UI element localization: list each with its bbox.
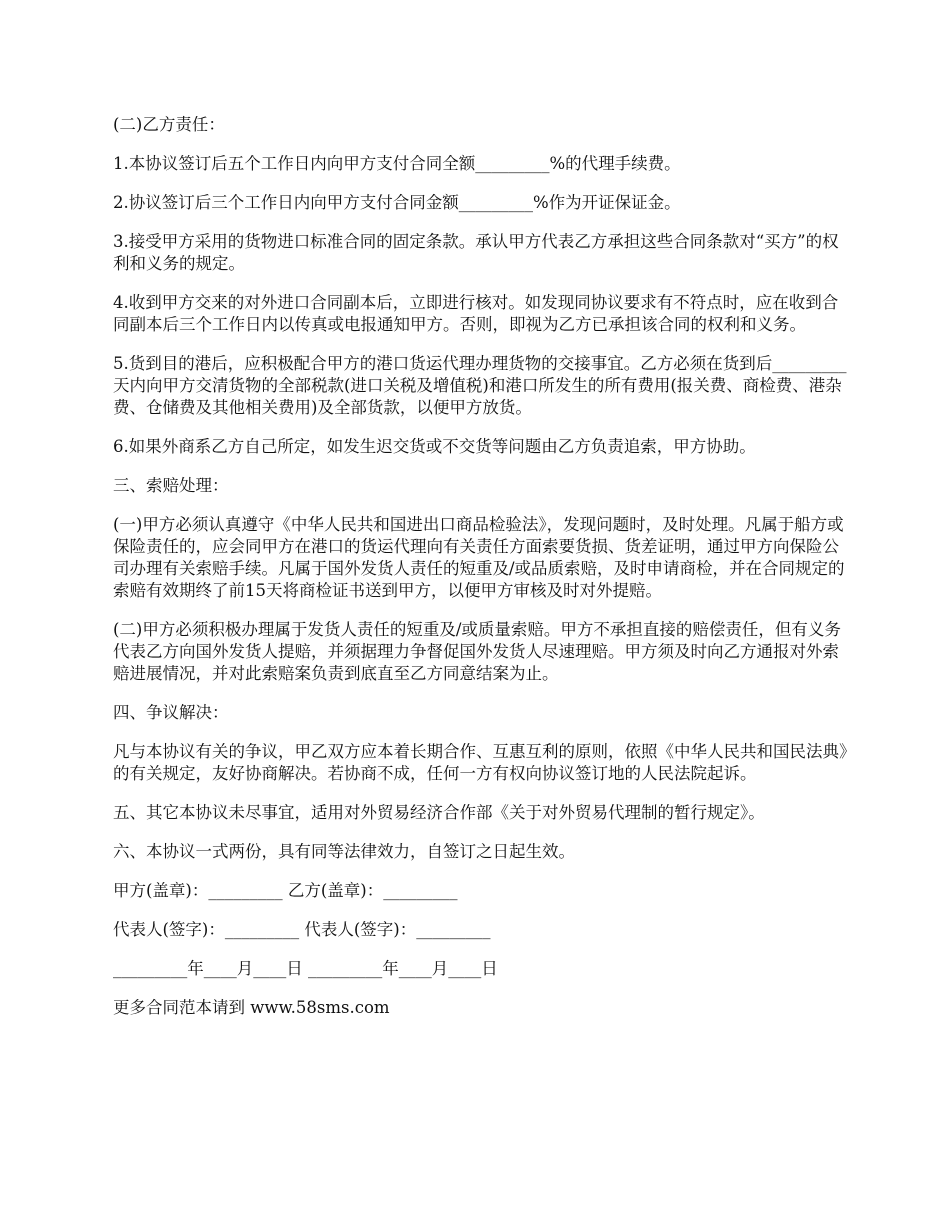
section-copies-effect: 六、本协议一式两份，具有同等法律效力，自签订之日起生效。 [113, 842, 575, 861]
section-other-matters: 五、其它本协议未尽事宜，适用对外贸易经济合作部《关于对外贸易代理制的暂行规定》。 [113, 803, 765, 822]
footer-more-templates: 更多合同范本请到 www.58sms.com [113, 998, 390, 1017]
clause-4: 4.收到甲方交来的对外进口合同副本后，立即进行核对。如发现同协议要求有不符点时，应在收到合同副本后三个工作日内以传真或电报通知甲方。否则，即视为乙方已承担该合同的权利和义务。 [113, 293, 839, 334]
clause-6: 6.如果外商系乙方自己所定，如发生迟交货或不交货等问题由乙方负责追索，甲方协助。 [113, 437, 756, 456]
document-body [113, 114, 848, 1036]
disputes-clause: 凡与本协议有关的争议，甲乙双方应本着长期合作、互惠互利的原则，依照《中华人民共和国民法典》的有关规定，友好协商解决。若协商不成，任何一方有权向协议签订地的人民法院起诉。 [113, 742, 848, 783]
clause-3: 3.接受甲方采用的货物进口标准合同的固定条款。承认甲方代表乙方承担这些合同条款对“买方”的权利和义务的规定。 [113, 232, 839, 273]
clause-1: 1.本协议签订后五个工作日内向甲方支付合同全额_________%的代理手续费。 [113, 154, 681, 173]
section-heading-disputes: 四、争议解决： [113, 703, 229, 722]
claims-clause-2: (二)甲方必须积极办理属于发货人责任的短重及/或质量索赔。甲方不承担直接的赔偿责任，但有义务代表乙方向国外发货人提赔，并须据理力争督促国外发货人尽速理赔。甲方须及时向乙方通报对外索赔进展情况，并对此索赔案负责到底直至乙方同意结案为止。 [113, 620, 841, 683]
section-heading-claims: 三、索赔处理： [113, 476, 229, 495]
claims-clause-1: (一)甲方必须认真遵守《中华人民共和国进出口商品检验法》，发现问题时，及时处理。凡属于船方或保险责任的，应会同甲方在港口的货运代理向有关责任方面索要货损、货差证明，通过甲方向保险公司办理有关索赔手续。凡属于国外发货人责任的短重及/或品质索赔，及时申请商检，并在合同规定的索赔有效期终了前15天将商检证书送到甲方，以便甲方审核及时对外提赔。 [113, 515, 845, 600]
section-heading-party-b-duties: (二)乙方责任： [113, 115, 225, 134]
signature-seal-line: 甲方(盖章)：_________ 乙方(盖章)：_________ [113, 881, 458, 900]
signature-date-line: _________年____月____日 _________年____月____日 [113, 959, 498, 978]
clause-5: 5.货到目的港后，应积极配合甲方的港口货运代理办理货物的交接事宜。乙方必须在货到后_________天内向甲方交清货物的全部税款(进口关税及增值税)和港口所发生的所有费用(报关费、商检费、港杂费、仓储费及其他相关费用)及全部货款，以便甲方放货。 [113, 354, 847, 417]
clause-2: 2.协议签订后三个工作日内向甲方支付合同金额_________%作为开证保证金。 [113, 193, 681, 212]
signature-representative-line: 代表人(签字)：_________ 代表人(签字)：_________ [113, 920, 491, 939]
